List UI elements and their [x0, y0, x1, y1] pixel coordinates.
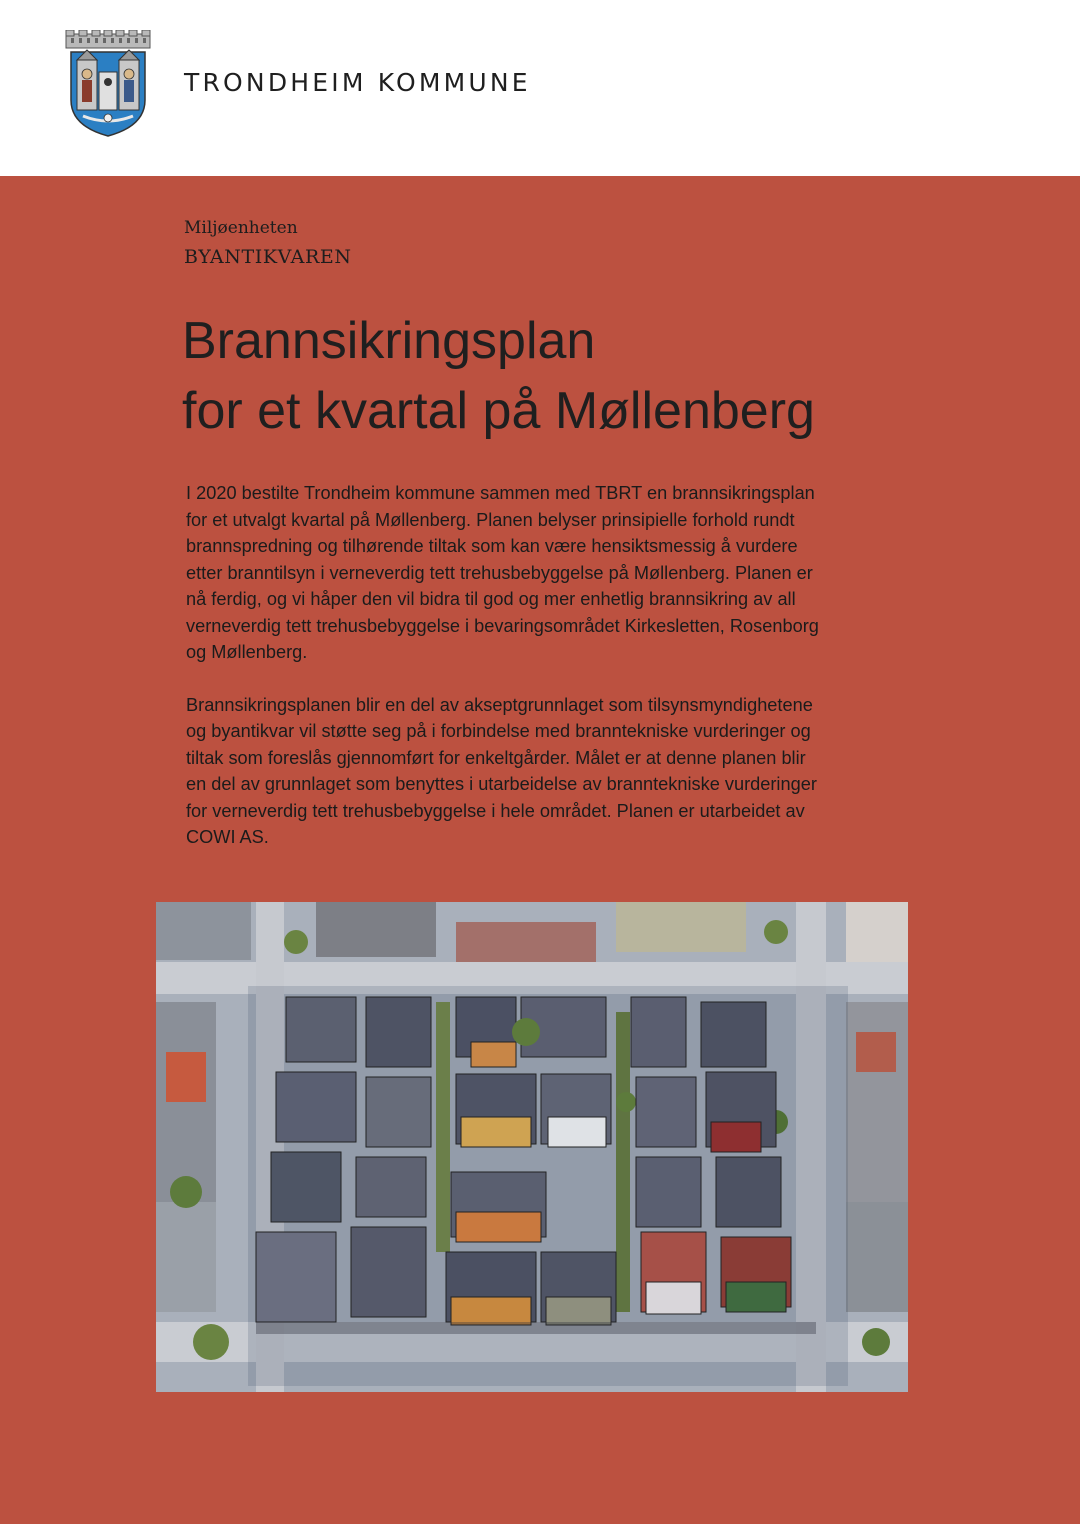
text-line: COWI AS. [186, 827, 269, 847]
text-line: en del av grunnlaget som benyttes i utarbeidelse av branntekniske vurderinger [186, 774, 817, 794]
text-line: og byantikvar vil støtte seg på i forbindelse med branntekniske vurderinger og [186, 721, 811, 741]
paragraph-1 [186, 480, 906, 666]
text-line: brannspredning og tilhørende tiltak som kan være hensiktsmessig å vurdere [186, 536, 798, 556]
title-line: for et kvartal på Møllenberg [182, 382, 815, 440]
text-line: etter branntilsyn i verneverdig tett trehusbebyggelse på Møllenberg. Planen er [186, 562, 813, 583]
paragraph-2 [186, 692, 906, 851]
text-line: for et utvalgt kvartal på Møllenberg. Planen belyser prinsipielle forhold rundt [186, 509, 795, 530]
text-line: tiltak som foreslås gjennomført for enkeltgårder. Målet er at denne planen blir [186, 747, 806, 768]
text-line: verneverdig tett trehusbebyggelse i bevaringsområdet Kirkesletten, Rosenborg [186, 615, 819, 636]
title-line: Brannsikringsplan [182, 312, 596, 370]
text-line: I 2020 bestilte Trondheim kommune sammen med TBRT en brannsikringsplan [186, 483, 815, 503]
text-line: Brannsikringsplanen blir en del av akseptgrunnlaget som tilsynsmyndighetene [186, 694, 813, 715]
text-line: for verneverdig tett trehusbebyggelse i hele området. Planen er utarbeidet av [186, 800, 805, 821]
aerial-photo [156, 902, 908, 1392]
text-line: nå ferdig, og vi håper den vil bidra til god og mer enhetlig brannsikring av all [186, 589, 796, 609]
department-name: BYANTIKVAREN [184, 246, 352, 268]
unit-name: Miljøenheten [184, 218, 298, 238]
document-title [182, 306, 1042, 446]
organization-name: TRONDHEIM KOMMUNE [184, 68, 531, 97]
text-line: og Møllenberg. [186, 642, 308, 662]
page-header [0, 0, 1080, 176]
coat-of-arms-logo [63, 30, 153, 138]
intro-text [186, 480, 906, 851]
